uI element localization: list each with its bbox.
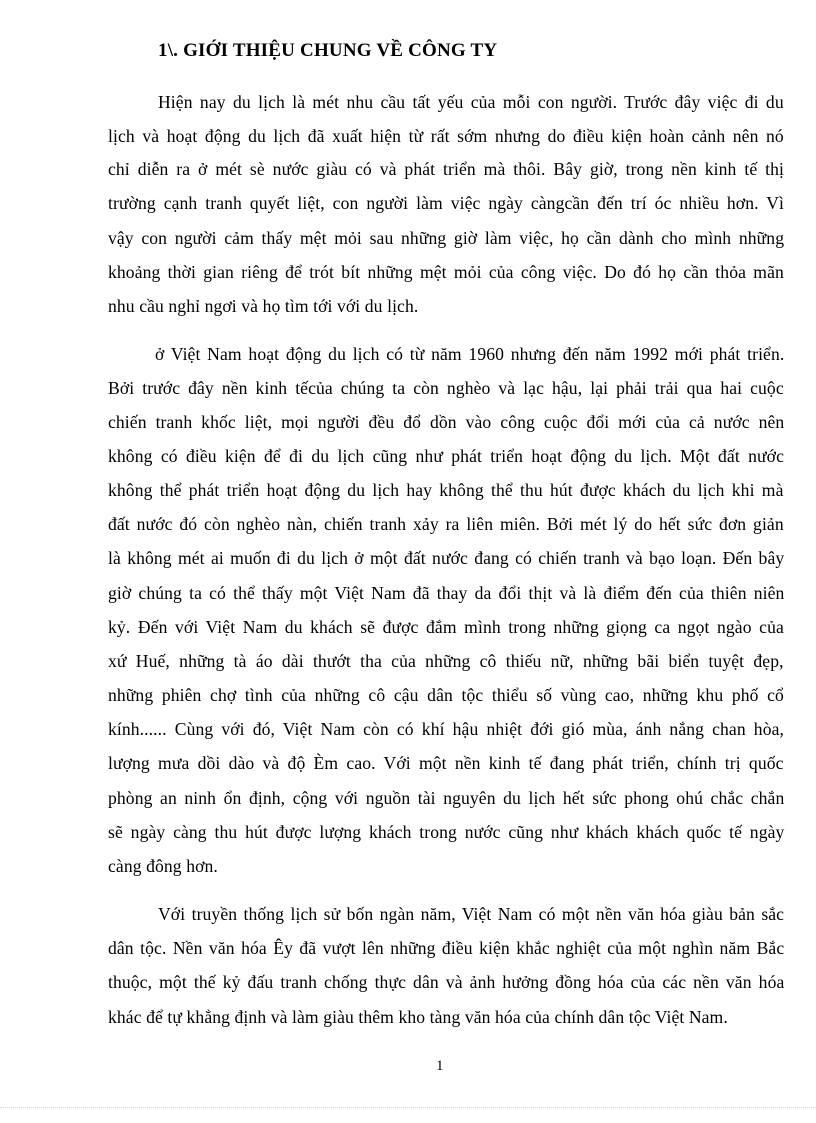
paragraph-2-line-7: là không mét ai muốn đi du lịch ở một đất nước đang có chiến tranh và bạo loạn. Đến bây [108, 548, 785, 568]
paragraph-2-line-11: những phiên chợ tình của những cô cậu dân tộc thiểu số vùng cao, những khu phố cổ [108, 685, 784, 705]
paragraph-2-line-1: ở Việt Nam hoạt động du lịch có từ năm 1960 nhưng đến năm 1992 mới phát triển. [155, 344, 785, 364]
page-number: 1 [436, 1058, 444, 1074]
paragraph-1-line-3: chỉ diễn ra ở mét sè nước giàu có và phát triển mà thôi. Bây giờ, trong nền kinh tế thị [108, 159, 785, 179]
paragraph-3-line-2: dân tộc. Nền văn hóa Êy đã vượt lên những điều kiện khắc nghiệt của một nghìn năm Bắc [108, 938, 785, 958]
paragraph-2-line-5: không thể phát triển hoạt động du lịch hay không thể thu hút được khách du lịch khi mà [108, 480, 784, 500]
paragraph-2-line-15: sẽ ngày càng thu hút được lượng khách trong nước cũng như khách khách quốc tế ngày [108, 822, 785, 842]
paragraph-2-line-2: Bởi trước đây nền kinh tếcủa chúng ta còn nghèo và lạc hậu, lại phải trải qua hai cuộc [108, 378, 784, 398]
paragraph-2-line-8: giờ chúng ta có thể thấy một Việt Nam đã thay da đổi thịt và là điểm đến của thiên niên [108, 583, 785, 603]
paragraph-2-line-6: đất nước đó còn nghèo nàn, chiến tranh xảy ra liên miên. Bởi mét lý do hết sức đơn giản [108, 514, 784, 534]
paragraph-2-line-10: xứ Huế, những tà áo dài thướt tha của những cô thiếu nữ, những bãi biển tuyệt đẹp, [108, 651, 784, 671]
paragraph-2-line-3: chiến tranh khốc liệt, mọi người đều đổ dồn vào công cuộc đổi mới của cả nước nên [108, 412, 785, 432]
paragraph-1-line-4: trường cạnh tranh quyết liệt, con người làm việc ngày càngcần đến trí óc nhiều hơn. Vì [108, 193, 785, 213]
paragraph-3-line-1: Với truyền thống lịch sử bốn ngàn năm, Việt Nam có một nền văn hóa giàu bản sắc [158, 904, 785, 924]
page-bottom-divider [0, 1107, 816, 1108]
paragraph-2-line-4: không có điều kiện để đi du lịch cũng như phát triển hoạt động du lịch. Một đất nước [108, 446, 784, 466]
paragraph-3-line-3: thuộc, một thế kỷ đấu tranh chống thực dân và ảnh hưởng đồng hóa của các nền văn hóa [108, 972, 785, 992]
paragraph-2-line-13: lượng mưa dồi dào và độ Èm cao. Với một nền kinh tế đang phát triển, chính trị quốc [108, 753, 784, 773]
paragraph-1-line-7: nhu cầu nghỉ ngơi và họ tìm tới với du lịch. [108, 296, 419, 316]
paragraph-1-line-6: khoảng thời gian riêng để trót bít những mệt mỏi của công việc. Do đó họ cần thỏa mãn [108, 262, 784, 282]
paragraph-1-line-2: lịch và hoạt động du lịch đã xuất hiện từ rất sớm nhưng do điều kiện hoàn cảnh nên nó [108, 126, 784, 146]
paragraph-1-line-1: Hiện nay du lịch là mét nhu cầu tất yếu của mỗi con người. Trước đây việc đi du [158, 92, 784, 112]
paragraph-2-line-14: phòng an ninh ổn định, cộng với nguồn tài nguyên du lịch hết sức phong ohú chắc chắn [108, 788, 785, 808]
paragraph-1-line-5: vậy con người cảm thấy mệt mỏi sau những giờ làm việc, họ cần dành cho mình những [108, 228, 785, 248]
paragraph-2-line-9: kỷ. Đến với Việt Nam du khách sẽ được đắm mình trong những giọng ca ngọt ngào của [108, 617, 784, 637]
section-heading: 1\. GIỚI THIỆU CHUNG VỀ CÔNG TY [158, 40, 498, 61]
paragraph-3-line-4: khác để tự khẳng định và làm giàu thêm kho tàng văn hóa của chính dân tộc Việt Nam. [108, 1007, 728, 1027]
paragraph-2-line-12: kính...... Cùng với đó, Việt Nam còn có khí hậu nhiệt đới gió mùa, ánh nắng chan hòa, [108, 719, 785, 739]
paragraph-2-line-16: càng đông hơn. [108, 856, 218, 876]
